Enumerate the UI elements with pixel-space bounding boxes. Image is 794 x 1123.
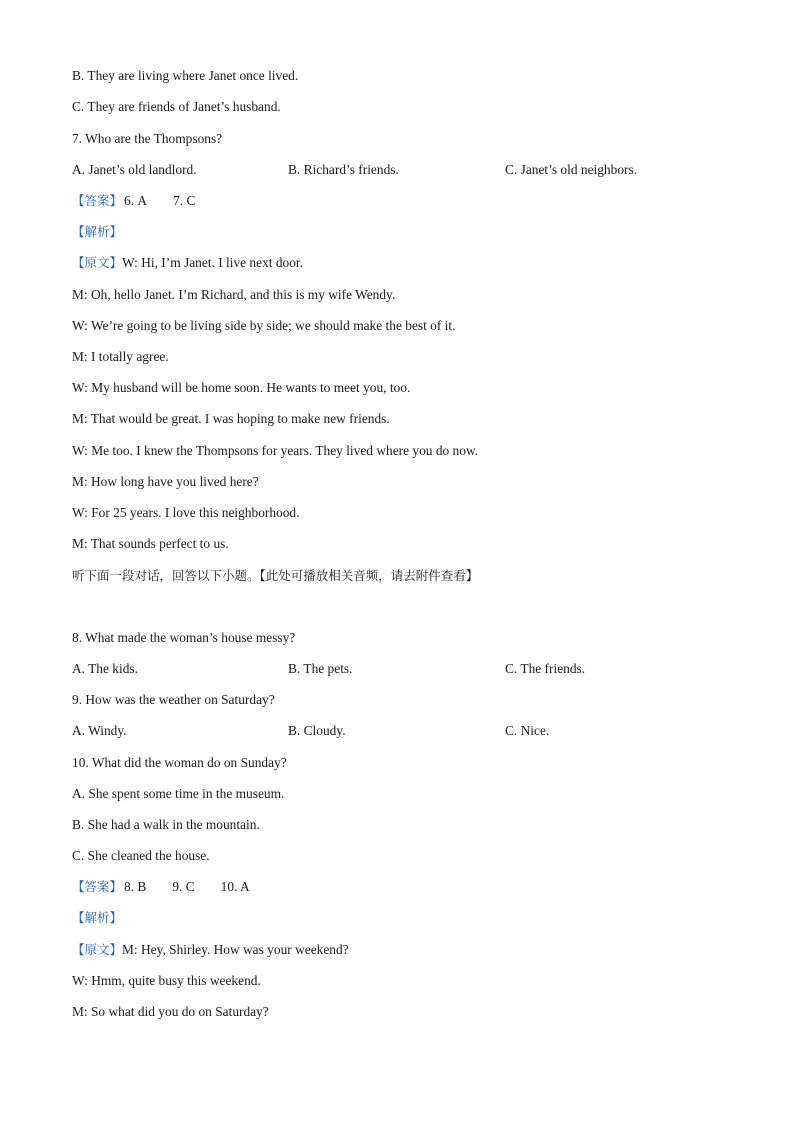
transcript-line: M: That sounds perfect to us.	[72, 536, 229, 551]
analysis-tag: 【解析】	[72, 224, 123, 239]
q9-option-a: A. Windy.	[72, 723, 127, 738]
q9-option-c: C. Nice.	[505, 723, 550, 738]
analysis-tag: 【解析】	[72, 910, 123, 925]
transcript-line: M: That would be great. I was hoping to make new friends.	[72, 411, 390, 426]
transcript-text: W: Hi, I’m Janet. I live next door.	[122, 255, 303, 270]
q10-option-a: A. She spent some time in the museum.	[72, 786, 285, 801]
q7-stem: 7. Who are the Thompsons?	[72, 131, 223, 146]
transcript-line: W: We’re going to be living side by side; we should make the best of it.	[72, 318, 456, 333]
q10-option-b: B. She had a walk in the mountain.	[72, 817, 260, 832]
transcript-line: M: Oh, hello Janet. I’m Richard, and this is my wife Wendy.	[72, 287, 396, 302]
transcript-line: W: Hmm, quite busy this weekend.	[72, 973, 261, 988]
answer-line-1	[72, 192, 195, 210]
answer-item: 9. C	[172, 879, 195, 894]
answer-item: 10. A	[220, 879, 250, 894]
q7-option-b: B. Richard’s friends.	[288, 162, 399, 177]
q9-stem: 9. How was the weather on Saturday?	[72, 692, 275, 707]
q8-option-c: C. The friends.	[505, 661, 586, 676]
answer-line-2	[72, 878, 250, 896]
q7-option-c: C. Janet’s old neighbors.	[505, 162, 638, 177]
transcript-line: M: I totally agree.	[72, 349, 169, 364]
transcript-line: W: For 25 years. I love this neighborhood.	[72, 505, 300, 520]
transcript-line: W: My husband will be home soon. He wants to meet you, too.	[72, 380, 411, 395]
transcript-line: M: How long have you lived here?	[72, 474, 259, 489]
answer-tag: 【答案】	[72, 879, 123, 894]
transcript-tag: 【原文】	[72, 255, 123, 270]
answer-item: 8. B	[124, 879, 147, 894]
transcript-text: M: Hey, Shirley. How was your weekend?	[122, 942, 349, 957]
analysis-line-2	[72, 909, 122, 927]
q8-option-a: A. The kids.	[72, 661, 138, 676]
q10-option-c: C. She cleaned the house.	[72, 848, 210, 863]
answer-item: 7. C	[173, 193, 196, 208]
analysis-line-1	[72, 223, 122, 241]
q6-option-c: C. They are friends of Janet’s husband.	[72, 99, 281, 114]
transcript-line: M: So what did you do on Saturday?	[72, 1004, 269, 1019]
answer-tag: 【答案】	[72, 193, 123, 208]
transcript-line	[72, 254, 303, 272]
transcript-tag: 【原文】	[72, 942, 123, 957]
q8-stem: 8. What made the woman’s house messy?	[72, 630, 296, 645]
q7-option-a: A. Janet’s old landlord.	[72, 162, 197, 177]
answer-item: 6. A	[124, 193, 148, 208]
listening-instruction: 听下面一段对话，回答以下小题。【此处可播放相关音频，请去附件查看】	[72, 568, 479, 583]
q6-option-b: B. They are living where Janet once lived.	[72, 68, 299, 83]
transcript-line	[72, 941, 349, 959]
q8-option-b: B. The pets.	[288, 661, 353, 676]
q10-stem: 10. What did the woman do on Sunday?	[72, 755, 287, 770]
transcript-line: W: Me too. I knew the Thompsons for years. They lived where you do now.	[72, 443, 479, 458]
q9-option-b: B. Cloudy.	[288, 723, 346, 738]
